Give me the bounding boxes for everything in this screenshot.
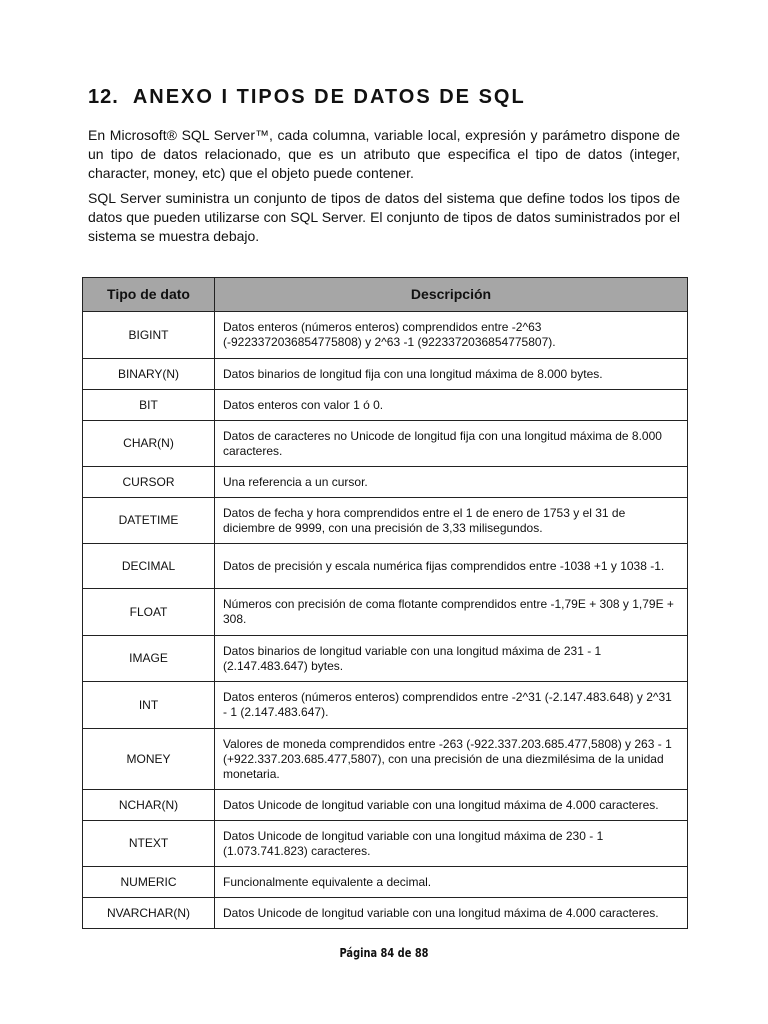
table-row: [83, 821, 688, 867]
table-row: [83, 544, 688, 589]
type-name-cell: NCHAR(N): [83, 790, 215, 821]
type-name-cell: DECIMAL: [83, 544, 215, 589]
type-description-cell: Datos de caracteres no Unicode de longitud fija con una longitud máxima de 8.000 caracteres.: [215, 421, 688, 467]
table-row: [83, 390, 688, 421]
type-name-cell: BIT: [83, 390, 215, 421]
table-row: [83, 898, 688, 929]
type-name-cell: BIGINT: [83, 312, 215, 359]
type-description-cell: Datos de precisión y escala numérica fijas comprendidos entre -1038 +1 y 1038 -1.: [215, 544, 688, 589]
type-name-cell: DATETIME: [83, 498, 215, 544]
type-description-cell: Una referencia a un cursor.: [215, 467, 688, 498]
table-row: [83, 790, 688, 821]
table-row: [83, 636, 688, 682]
table-header-row: [83, 278, 688, 312]
data-types-table: [82, 277, 688, 929]
type-description-cell: Datos binarios de longitud variable con una longitud máxima de 231 - 1 (2.147.483.647) bytes.: [215, 636, 688, 682]
type-description-cell: Datos de fecha y hora comprendidos entre el 1 de enero de 1753 y el 31 de diciembre de 9999, con una precisión de 3,33 milisegundos.: [215, 498, 688, 544]
intro-paragraph-1: En Microsoft® SQL Server™, cada columna, variable local, expresión y parámetro dispone de un tipo de datos relacionado, que es un atributo que especifica el tipo de datos (integer, character, money, etc) que el objeto puede contener.: [88, 127, 680, 181]
table-row: [83, 729, 688, 790]
table-row: [83, 467, 688, 498]
type-description-cell: Valores de moneda comprendidos entre -263 (-922.337.203.685.477,5808) y 263 - 1 (+922.337.203.685.477,5807), con una precisión de una diezmilésima de la unidad monetaria.: [215, 729, 688, 790]
type-name-cell: INT: [83, 682, 215, 729]
table-row: [83, 312, 688, 359]
type-name-cell: FLOAT: [83, 589, 215, 636]
type-name-cell: NTEXT: [83, 821, 215, 867]
type-description-cell: Datos enteros (números enteros) comprendidos entre -2^63 (-9223372036854775808) y 2^63 -1 (9223372036854775807).: [215, 312, 688, 359]
type-name-cell: CURSOR: [83, 467, 215, 498]
type-name-cell: MONEY: [83, 729, 215, 790]
section-number: 12.: [88, 86, 119, 108]
table-row: [83, 359, 688, 390]
type-name-cell: NUMERIC: [83, 867, 215, 898]
type-name-cell: NVARCHAR(N): [83, 898, 215, 929]
type-description-cell: Datos Unicode de longitud variable con una longitud máxima de 230 - 1 (1.073.741.823) caracteres.: [215, 821, 688, 867]
type-name-cell: CHAR(N): [83, 421, 215, 467]
type-description-cell: Números con precisión de coma flotante comprendidos entre -1,79E + 308 y 1,79E + 308.: [215, 589, 688, 636]
type-name-cell: IMAGE: [83, 636, 215, 682]
type-description-cell: Datos Unicode de longitud variable con una longitud máxima de 4.000 caracteres.: [215, 898, 688, 929]
type-description-cell: Datos Unicode de longitud variable con una longitud máxima de 4.000 caracteres.: [215, 790, 688, 821]
section-title: ANEXO I TIPOS DE DATOS DE SQL: [132, 86, 526, 108]
page-footer: Página 84 de 88: [339, 946, 429, 960]
table-row: [83, 421, 688, 467]
type-description-cell: Funcionalmente equivalente a decimal.: [215, 867, 688, 898]
table-row: [83, 589, 688, 636]
section-heading: [88, 86, 526, 109]
header-descripcion: Descripción: [215, 278, 688, 312]
type-description-cell: Datos enteros con valor 1 ó 0.: [215, 390, 688, 421]
type-description-cell: Datos enteros (números enteros) comprendidos entre -2^31 (-2.147.483.648) y 2^31 - 1 (2.147.483.647).: [215, 682, 688, 729]
type-name-cell: BINARY(N): [83, 359, 215, 390]
header-tipo-de-dato: Tipo de dato: [83, 278, 215, 312]
type-description-cell: Datos binarios de longitud fija con una longitud máxima de 8.000 bytes.: [215, 359, 688, 390]
table-row: [83, 682, 688, 729]
table-row: [83, 498, 688, 544]
intro-paragraph-2: SQL Server suministra un conjunto de tipos de datos del sistema que define todos los tipos de datos que pueden utilizarse con SQL Server. El conjunto de tipos de datos suministrados por el sistema se muestra debajo.: [88, 190, 680, 244]
table-row: [83, 867, 688, 898]
